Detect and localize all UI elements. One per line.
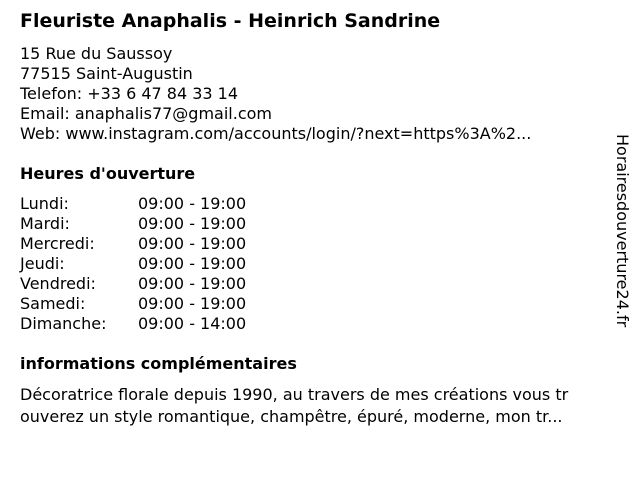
day-label: Mercredi: — [20, 234, 95, 253]
additional-info-title: informations complémentaires — [20, 354, 297, 373]
email-address[interactable]: Email: anaphalis77@gmail.com — [20, 104, 272, 123]
city-address: 77515 Saint-Augustin — [20, 64, 193, 83]
description-line-1: Décoratrice florale depuis 1990, au travers de mes créations vous tr — [20, 385, 569, 404]
hours-row-wednesday — [20, 234, 280, 254]
time-range: 09:00 - 19:00 — [138, 274, 247, 293]
opening-hours-title: Heures d'ouverture — [20, 164, 196, 183]
time-range: 09:00 - 19:00 — [138, 254, 247, 273]
time-range: 09:00 - 19:00 — [138, 194, 247, 213]
day-label: Vendredi: — [20, 274, 96, 293]
day-label: Dimanche: — [20, 314, 107, 333]
hours-row-tuesday — [20, 214, 280, 234]
hours-row-thursday — [20, 254, 280, 274]
business-title: Fleuriste Anaphalis - Heinrich Sandrine — [20, 10, 441, 32]
day-label: Samedi: — [20, 294, 86, 313]
day-label: Jeudi: — [20, 254, 65, 273]
opening-hours-table — [20, 194, 280, 334]
description-text — [20, 384, 616, 428]
hours-row-sunday — [20, 314, 280, 334]
time-range: 09:00 - 14:00 — [138, 314, 247, 333]
hours-row-saturday — [20, 294, 280, 314]
watermark-text: Horairesdouverture24.fr — [613, 134, 632, 328]
day-label: Mardi: — [20, 214, 70, 233]
hours-row-monday — [20, 194, 280, 214]
street-address: 15 Rue du Saussoy — [20, 44, 173, 63]
day-label: Lundi: — [20, 194, 69, 213]
time-range: 09:00 - 19:00 — [138, 234, 247, 253]
hours-row-friday — [20, 274, 280, 294]
phone-number[interactable]: Telefon: +33 6 47 84 33 14 — [20, 84, 239, 103]
website-link[interactable]: Web: www.instagram.com/accounts/login/?next=https%3A%2... — [20, 124, 532, 143]
description-line-2: ouverez un style romantique, champêtre, épuré, moderne, mon tr... — [20, 407, 563, 426]
time-range: 09:00 - 19:00 — [138, 294, 247, 313]
time-range: 09:00 - 19:00 — [138, 214, 247, 233]
contact-block — [20, 44, 531, 144]
